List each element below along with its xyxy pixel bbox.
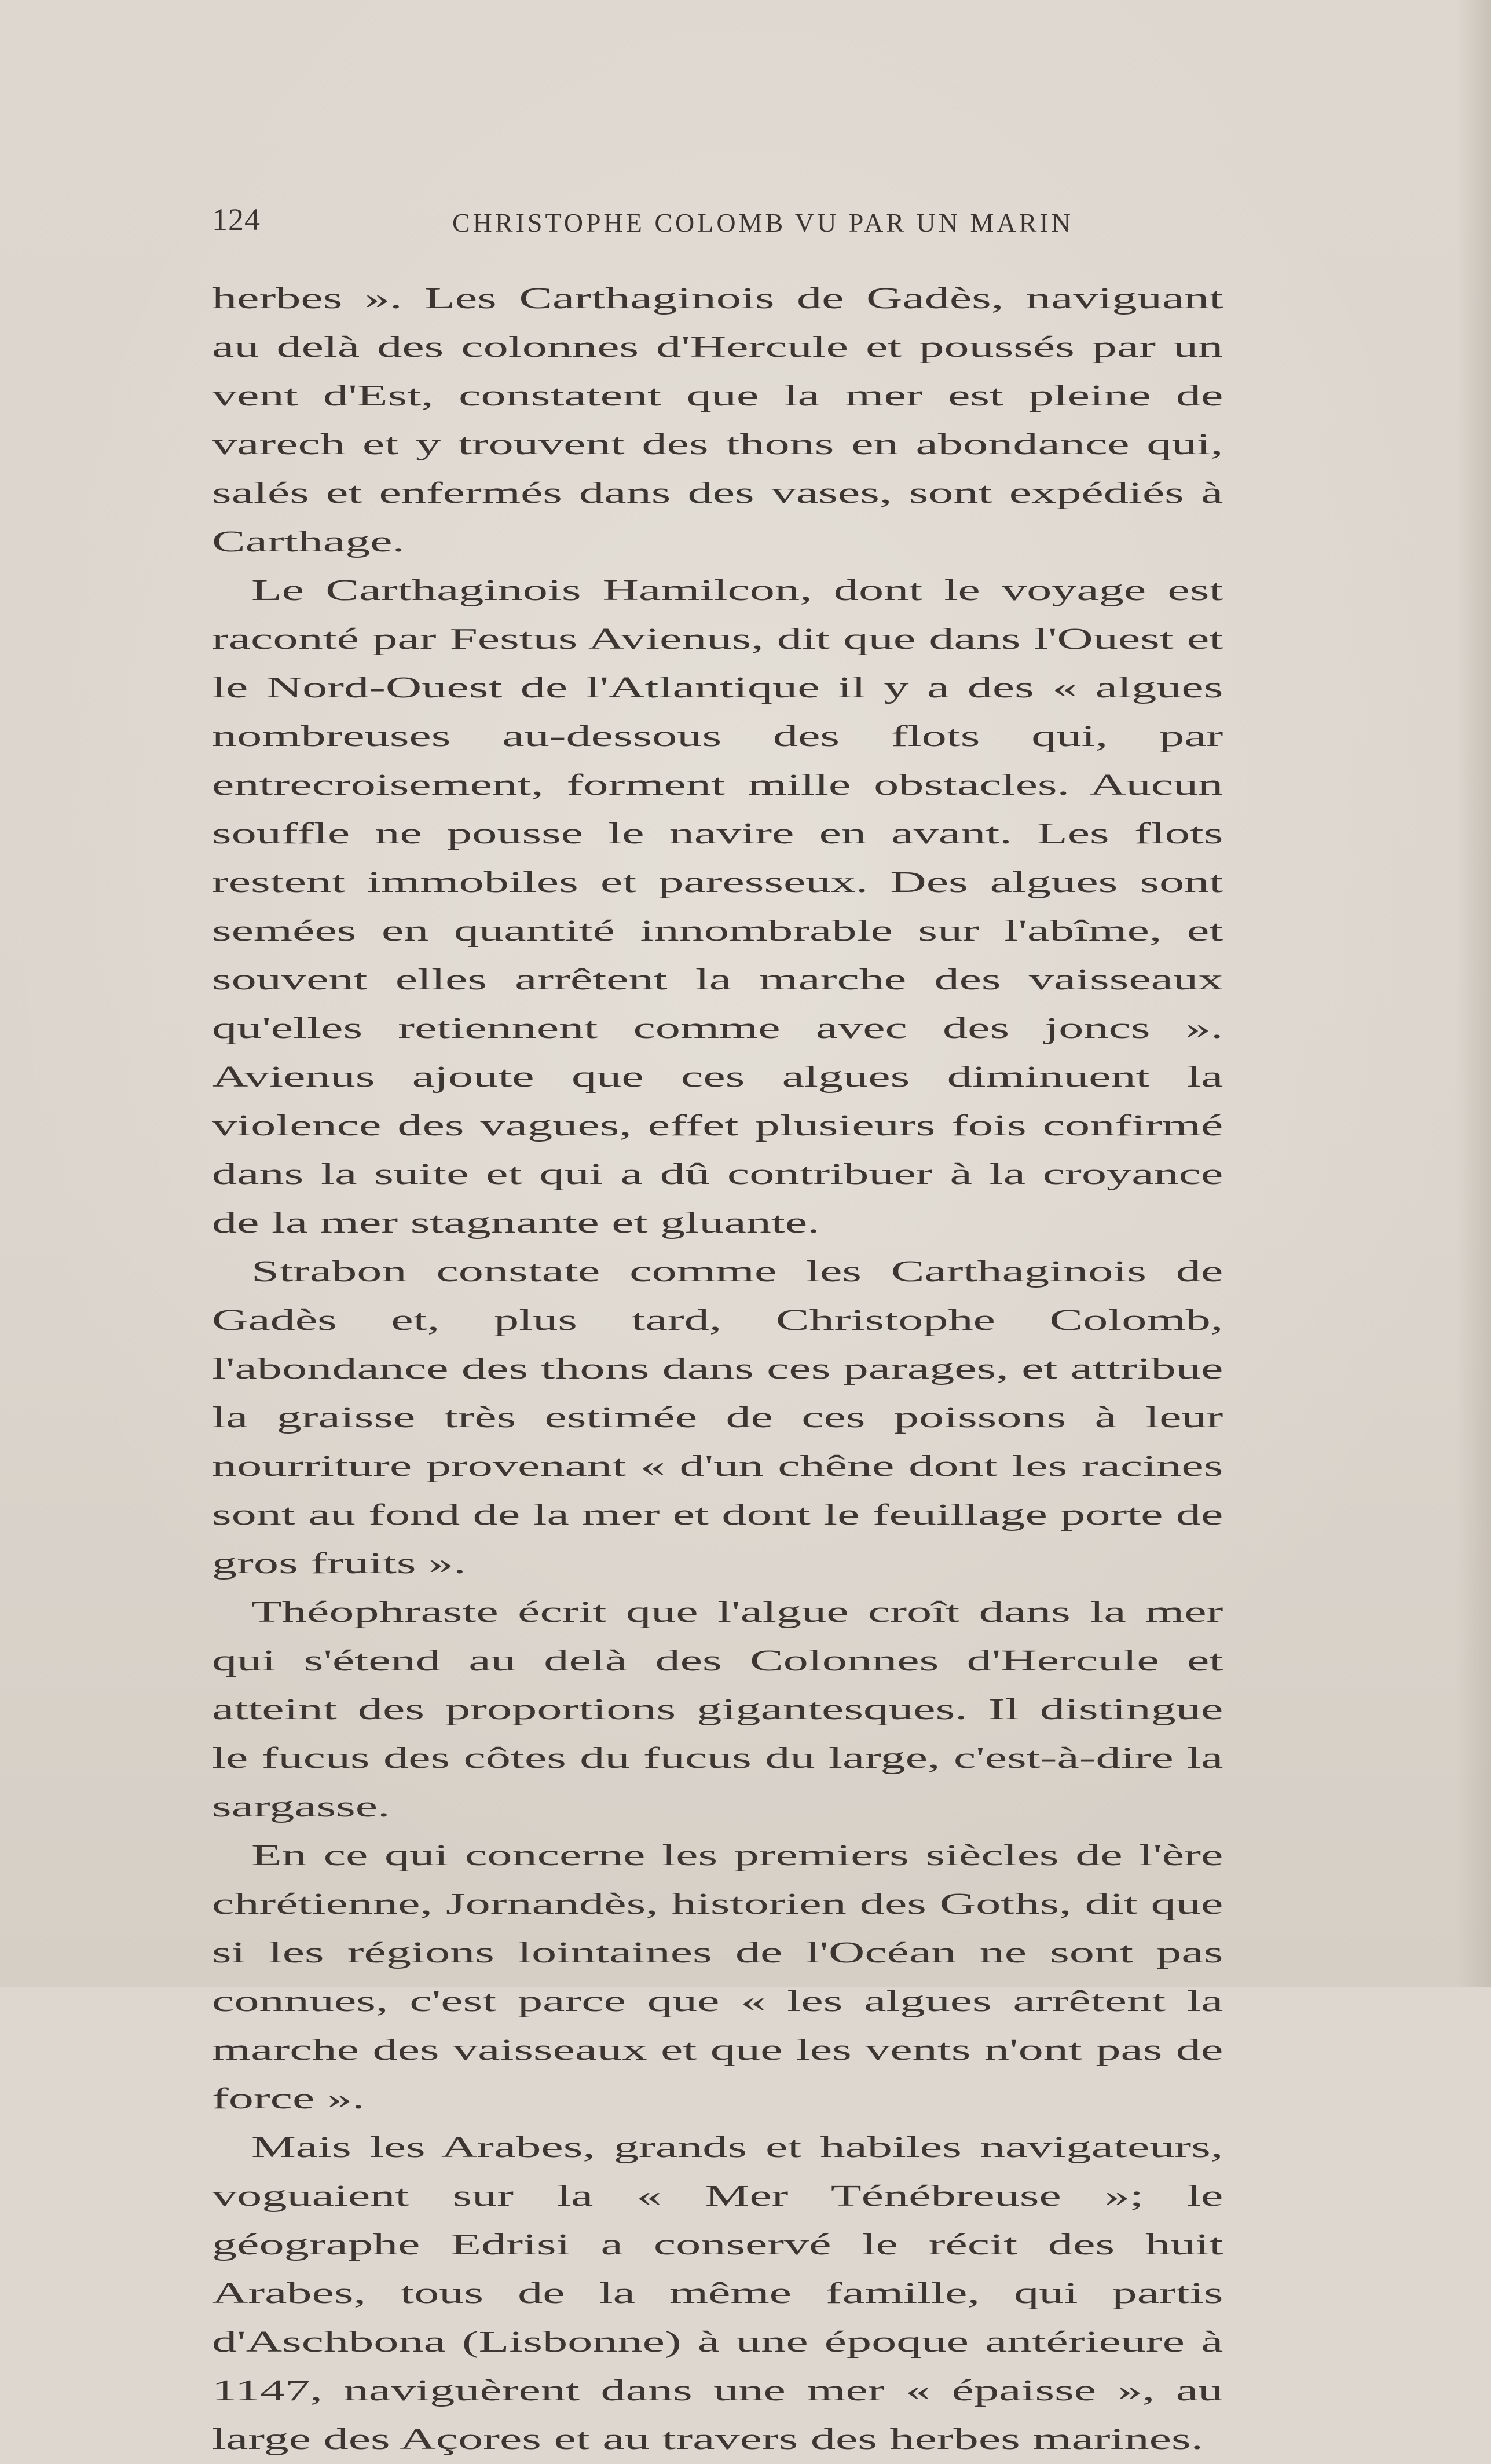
paragraph-theophraste: Théophraste écrit que l'algue croît dans la mer qui s'étend au delà des Colonnes d'Hercule et atteint des proportions gigantesques. Il distingue le fucus des côtes du fucus du large, c'est-à-dire la sargasse. — [212, 1596, 1223, 1823]
running-head — [212, 197, 1167, 249]
running-title: CHRISTOPHE COLOMB VU PAR UN MARIN — [452, 208, 1074, 237]
page-edge-shadow — [1456, 0, 1491, 1987]
paragraph-arabes: Mais les Arabes, grands et habiles navigateurs, voguaient sur la « Mer Ténébreuse »; le géographe Edrisi a conservé le récit des huit Arabes, tous de la même famille, qui partis d'Aschbona (Lisbonne) à une époque antérieure à 1147, naviguèrent dans une mer « épaisse », au large des Açores et au travers des herbes marines. — [212, 2131, 1223, 2456]
paragraph-jornandes: En ce qui concerne les premiers siècles de l'ère chrétienne, Jornandès, historien des Goths, dit que si les régions lointaines de l'Océan ne sont pas connues, c'est parce que « les algues arrêtent la marche des vaisseaux et que les vents n'ont pas de force ». — [212, 1839, 1223, 2115]
paragraph-continuation: herbes ». Les Carthaginois de Gadès, naviguant au delà des colonnes d'Hercule et poussés par un vent d'Est, constatent que la mer est pleine de varech et y trouvent des thons en abondance qui, salés et enfermés dans des vases, sont expédiés à Carthage. — [212, 282, 1223, 558]
paragraph-hamilcon: Le Carthaginois Hamilcon, dont le voyage est raconté par Festus Avienus, dit que dans l'Ouest et le Nord-Ouest de l'Atlantique il y a des « algues nombreuses au-dessous des flots qui, par entrecroisement, forment mille obstacles. Aucun souffle ne pousse le navire en avant. Les flots restent immobiles et paresseux. Des algues sont semées en quantité innombrable sur l'abîme, et souvent elles arrêtent la marche des vaisseaux qu'elles retiennent comme avec des joncs ». Avienus ajoute que ces algues diminuent la violence des vagues, effet plusieurs fois confirmé dans la suite et qui a dû contribuer à la croyance de la mer stagnante et gluante. — [212, 574, 1223, 1240]
body-text — [212, 275, 1223, 2464]
page-number: 124 — [212, 202, 261, 237]
paragraph-strabon: Strabon constate comme les Carthaginois de Gadès et, plus tard, Christophe Colomb, l'abondance des thons dans ces parages, et attribue la graisse très estimée de ces poissons à leur nourriture provenant « d'un chêne dont les racines sont au fond de la mer et dont le feuillage porte de gros fruits ». — [212, 1255, 1223, 1580]
